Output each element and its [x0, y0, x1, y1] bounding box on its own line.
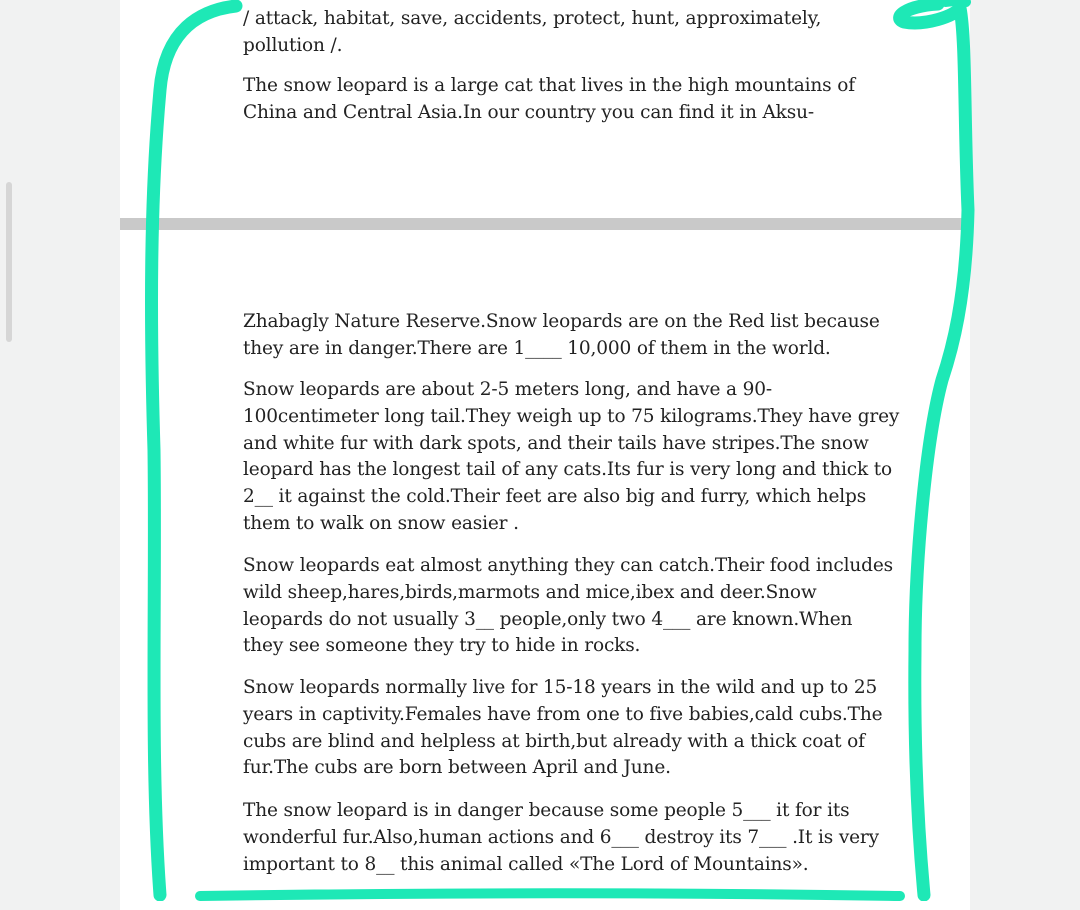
text-line: leopards do not usually 3__ people,only two 4___ are known.When — [243, 608, 853, 630]
text-line: The snow leopard is a large cat that lives in the high mountains of — [243, 75, 855, 96]
text-line: cubs are blind and helpless at birth,but already with a thick coat of — [243, 730, 865, 752]
text-line: important to 8__ this animal called «The Lord of Mountains». — [243, 853, 809, 875]
text-line: them to walk on snow easier . — [243, 512, 519, 534]
text-line: Snow leopards normally live for 15-18 years in the wild and up to 25 — [243, 677, 878, 698]
marker-stroke — [152, 6, 236, 895]
text-line: China and Central Asia.In our country you can find it in Aksu- — [243, 101, 814, 123]
text-line: they are in danger.There are 1____ 10,000 of them in the world. — [243, 337, 831, 359]
text-line: and white fur with dark spots, and their tails have stripes.The snow — [243, 432, 869, 454]
text-line: wonderful fur.Also,human actions and 6___ destroy its 7___ .It is very — [243, 826, 879, 848]
text-line: / attack, habitat, save, accidents, protect, hunt, approximately, — [243, 8, 822, 29]
text-line: Snow leopards eat almost anything they can catch.Their food includes — [243, 555, 894, 576]
text-line: 100centimeter long tail.They weigh up to 75 kilograms.They have grey — [243, 405, 900, 427]
text-line: wild sheep,hares,birds,marmots and mice,ibex and deer.Snow — [243, 581, 817, 603]
text-line: pollution /. — [243, 34, 343, 56]
text-line: leopard has the longest tail of any cats.Its fur is very long and thick to — [243, 459, 893, 481]
text-line: 2__ it against the cold.Their feet are also big and furry, which helps — [243, 486, 867, 508]
text-line: they see someone they try to hide in rocks. — [243, 635, 641, 657]
marker-stroke — [946, 1, 966, 2]
text-line: The snow leopard is in danger because some people 5___ it for its — [243, 800, 850, 821]
text-line: Snow leopards are about 2-5 meters long, and have a 90- — [243, 379, 773, 400]
text-line: Zhabagly Nature Reserve.Snow leopards are on the Red list because — [243, 311, 880, 332]
text-line: years in captivity.Females have from one to five babies,cald cubs.The — [243, 703, 883, 725]
marker-stroke — [900, 4, 968, 895]
text-line: fur.The cubs are born between April and June. — [243, 757, 671, 779]
marker-stroke — [200, 893, 900, 896]
